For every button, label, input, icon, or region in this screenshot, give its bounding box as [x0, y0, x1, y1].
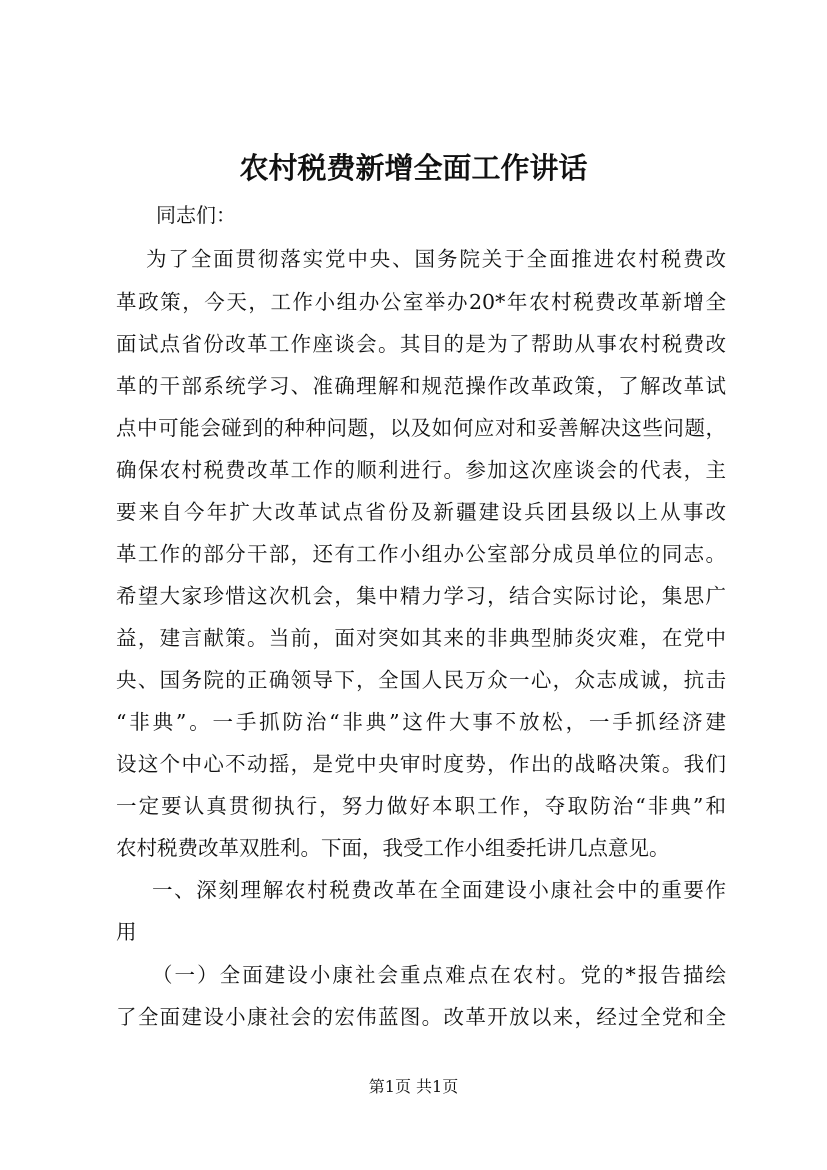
paragraph-line: 要来自今年扩大改革试点省份及新疆建设兵团县级以上从事改	[116, 500, 726, 524]
paragraph-line: 革的干部系统学习、准确理解和规范操作改革政策，了解改革试	[116, 374, 726, 398]
section-heading-line: 一、深刻理解农村税费改革在全面建设小康社会中的重要作	[152, 878, 726, 902]
paragraph-line: 确保农村税费改革工作的顺利进行。参加这次座谈会的代表，主	[116, 458, 726, 482]
salutation: 同志们：	[156, 203, 236, 227]
paragraph-line: 革政策，今天，工作小组办公室举办20*年农村税费改革新增全	[116, 290, 726, 314]
paragraph-line: 农村税费改革双胜利。下面，我受工作小组委托讲几点意见。	[116, 836, 670, 860]
paragraph-line: 希望大家珍惜这次机会，集中精力学习，结合实际讨论，集思广	[116, 584, 726, 608]
section-heading-line: 用	[116, 920, 137, 944]
paragraph-line: 为了全面贯彻落实党中央、国务院关于全面推进农村税费改	[146, 247, 726, 271]
paragraph-line: 一定要认真贯彻执行，努力做好本职工作，夺取防治“非典”和	[116, 794, 726, 818]
paragraph-line: “非典”。一手抓防治“非典”这件大事不放松，一手抓经济建	[116, 710, 726, 734]
paragraph-line: 了全面建设小康社会的宏伟蓝图。改革开放以来，经过全党和全	[116, 1005, 726, 1029]
paragraph-line: 设这个中心不动摇，是党中央审时度势，作出的战略决策。我们	[116, 752, 726, 776]
page-title: 农村税费新增全面工作讲话	[239, 151, 588, 185]
paragraph-line: （一）全面建设小康社会重点难点在农村。党的*报告描绘	[152, 963, 726, 987]
paragraph-line: 面试点省份改革工作座谈会。其目的是为了帮助从事农村税费改	[116, 332, 726, 356]
paragraph-line: 点中可能会碰到的种种问题，以及如何应对和妥善解决这些问题，	[116, 416, 726, 440]
paragraph-line: 革工作的部分干部，还有工作小组办公室部分成员单位的同志。	[116, 542, 726, 566]
paragraph-line: 益，建言献策。当前，面对突如其来的非典型肺炎灾难，在党中	[116, 626, 726, 650]
paragraph-line: 央、国务院的正确领导下，全国人民万众一心，众志成诚，抗击	[116, 668, 726, 692]
page-footer: 第1页 共1页	[368, 1077, 459, 1096]
